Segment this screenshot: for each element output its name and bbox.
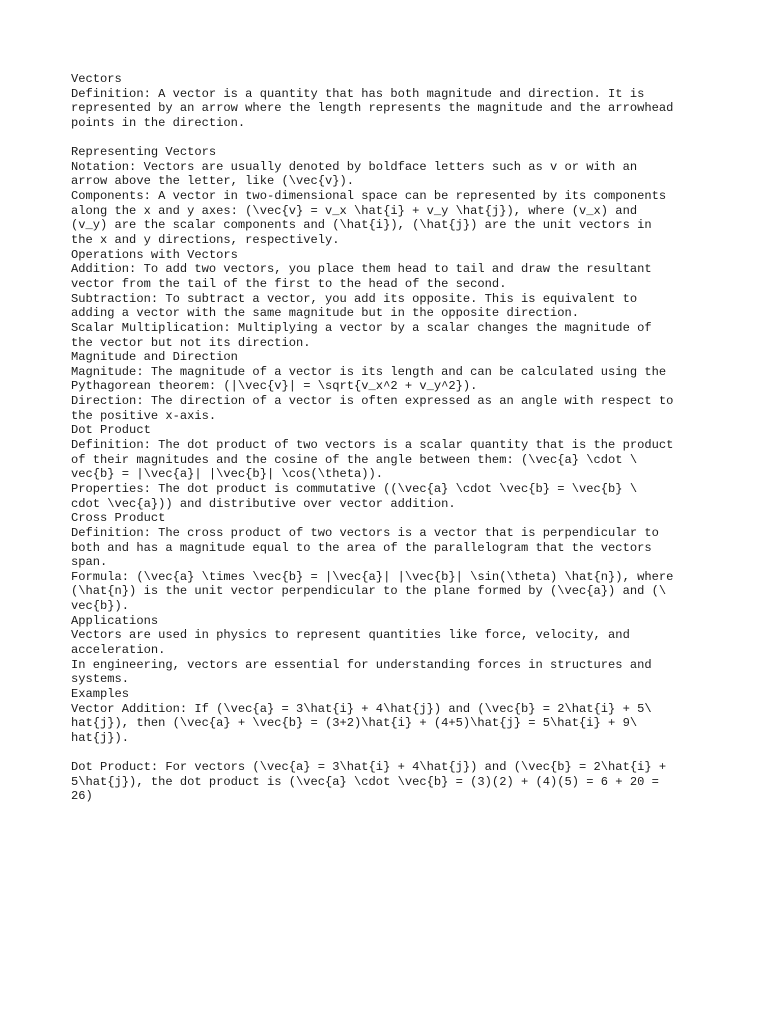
document-line: Vectors are used in physics to represent quantities like force, velocity, and (71, 628, 630, 643)
document-line: the x and y directions, respectively. (71, 233, 340, 248)
document-line: Magnitude and Direction (71, 350, 238, 365)
document-line: the vector but not its direction. (71, 335, 311, 350)
document-line: arrow above the letter, like (\vec{v}). (71, 174, 355, 189)
document-line: Notation: Vectors are usually denoted by boldface letters such as v or with an (71, 159, 638, 174)
document-line (71, 131, 701, 146)
document-line: Addition: To add two vectors, you place them head to tail and draw the resultant (71, 262, 652, 277)
document-line: Formula: (\vec{a} \times \vec{b} = |\vec{a}| |\vec{b}| \sin(\theta) \hat{n}), where (71, 569, 674, 584)
document-line: Applications (71, 613, 159, 628)
document-line: Dot Product (71, 423, 151, 438)
document-line: In engineering, vectors are essential for understanding forces in structures and (71, 657, 652, 672)
document-line: Properties: The dot product is commutative ((\vec{a} \cdot \vec{b} = \vec{b} \ (71, 481, 638, 496)
document-body (71, 72, 701, 804)
document-line: Vector Addition: If (\vec{a} = 3\hat{i} + 4\hat{j}) and (\vec{b} = 2\hat{i} + 5\ (71, 701, 652, 716)
document-line: acceleration. (71, 642, 166, 657)
document-line: along the x and y axes: (\vec{v} = v_x \hat{i} + v_y \hat{j}), where (v_x) and (71, 203, 638, 218)
document-line: Subtraction: To subtract a vector, you add its opposite. This is equivalent to (71, 291, 638, 306)
document-line: Dot Product: For vectors (\vec{a} = 3\hat{i} + 4\hat{j}) and (\vec{b} = 2\hat{i} + (71, 760, 667, 775)
document-line: Magnitude: The magnitude of a vector is its length and can be calculated using the (71, 364, 667, 379)
document-line: Scalar Multiplication: Multiplying a vector by a scalar changes the magnitude of (71, 320, 652, 335)
document-line: Pythagorean theorem: (|\vec{v}| = \sqrt{v_x^2 + v_y^2}). (71, 379, 478, 394)
document-line: Definition: The cross product of two vectors is a vector that is perpendicular to (71, 525, 659, 540)
document-line: the positive x-axis. (71, 408, 217, 423)
document-line: hat{j}), then (\vec{a} + \vec{b} = (3+2)\hat{i} + (4+5)\hat{j} = 5\hat{i} + 9\ (71, 716, 638, 731)
document-line: (v_y) are the scalar components and (\hat{i}), (\hat{j}) are the unit vectors in (71, 218, 652, 233)
document-line: cdot \vec{a})) and distributive over vector addition. (71, 496, 456, 511)
document-line: span. (71, 555, 108, 570)
document-line: vec{b} = |\vec{a}| |\vec{b}| \cos(\theta)). (71, 467, 384, 482)
document-line: Definition: The dot product of two vectors is a scalar quantity that is the product (71, 438, 674, 453)
document-line: Components: A vector in two-dimensional space can be represented by its components (71, 189, 667, 204)
document-line: Representing Vectors (71, 145, 217, 160)
document-line: Definition: A vector is a quantity that has both magnitude and direction. It is (71, 86, 645, 101)
document-line: points in the direction. (71, 115, 246, 130)
document-line: systems. (71, 672, 130, 687)
document-line: of their magnitudes and the cosine of the angle between them: (\vec{a} \cdot \ (71, 452, 638, 467)
document-line: 26) (71, 789, 93, 804)
document-line: represented by an arrow where the length represents the magnitude and the arrowhead (71, 101, 674, 116)
document-line: Operations with Vectors (71, 247, 238, 262)
document-line: Vectors (71, 72, 122, 86)
document-line: 5\hat{j}), the dot product is (\vec{a} \cdot \vec{b} = (3)(2) + (4)(5) = 6 + 20 = (71, 774, 659, 789)
document-line: Direction: The direction of a vector is often expressed as an angle with respect to (71, 394, 674, 409)
document-line: hat{j}). (71, 730, 130, 745)
document-line: adding a vector with the same magnitude but in the opposite direction. (71, 306, 580, 321)
document-line: Cross Product (71, 511, 166, 526)
document-line: Examples (71, 686, 130, 701)
document-line: (\hat{n}) is the unit vector perpendicular to the plane formed by (\vec{a}) and (\ (71, 584, 667, 599)
document-line (71, 745, 701, 760)
document-line: both and has a magnitude equal to the area of the parallelogram that the vectors (71, 540, 652, 555)
document-line: vector from the tail of the first to the head of the second. (71, 276, 507, 291)
document-line: vec{b}). (71, 599, 130, 614)
